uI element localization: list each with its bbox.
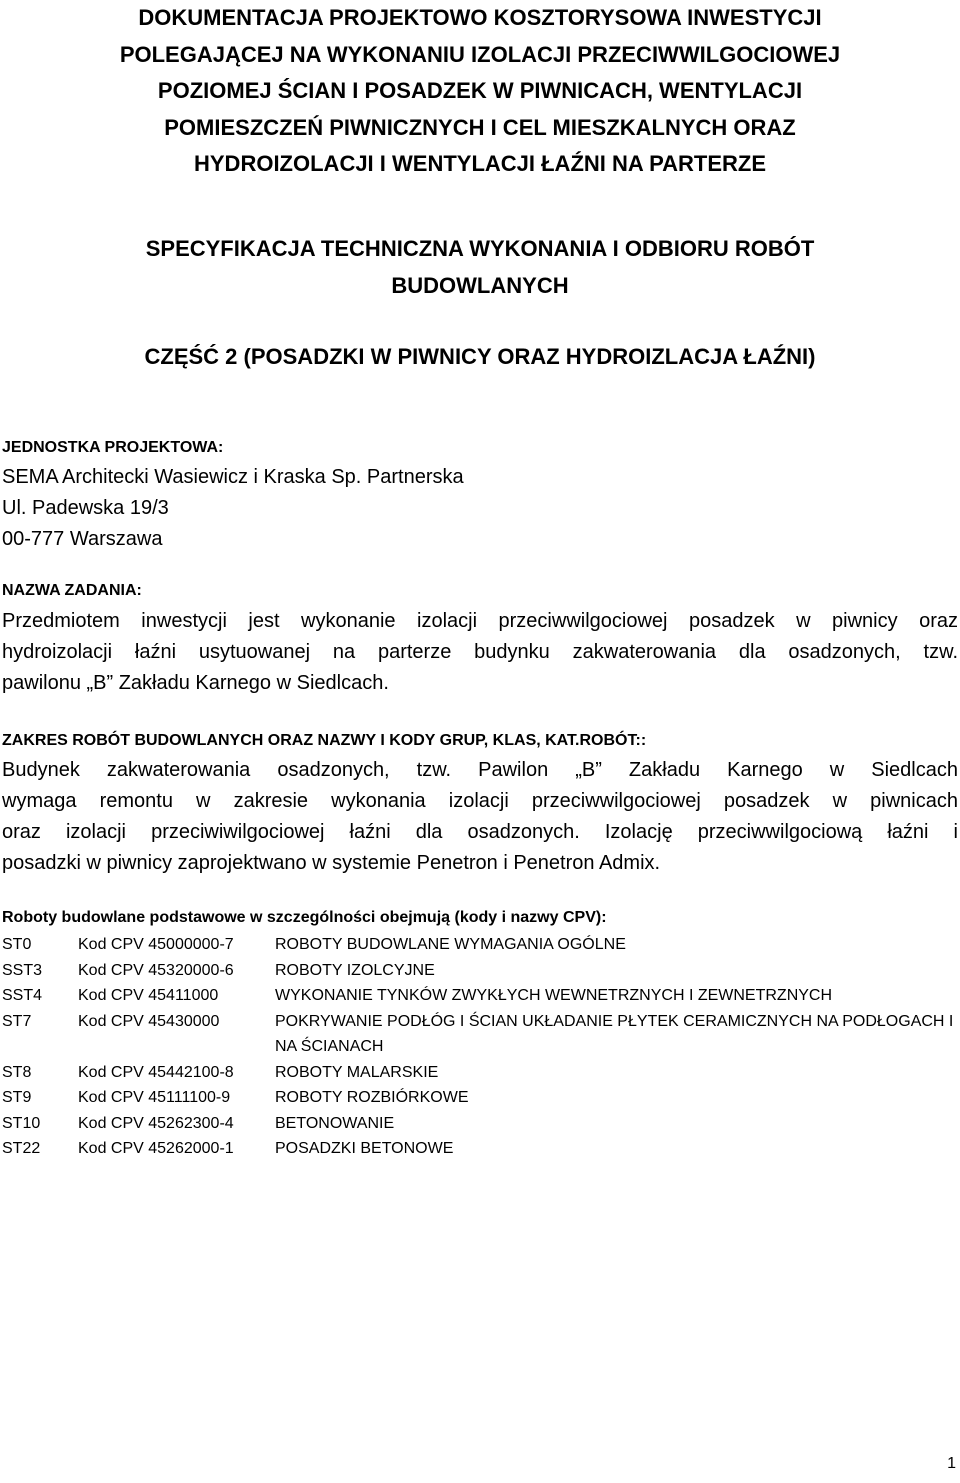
cpv-code: Kod CPV 45411000 [78,987,219,1004]
work-name: ROBOTY IZOLCYJNE [275,961,435,979]
spec-code: ST0 [2,936,32,953]
document-part-heading: CZĘŚĆ 2 (POSADZKI W PIWNICY ORAZ HYDROIZLACJA ŁAŹNI) [144,344,816,369]
spec-code: SST3 [2,961,43,979]
cpv-code: Kod CPV 45442100-8 [78,1063,234,1081]
design-unit-name: SEMA Architecki Wasiewicz i Kraska Sp. Partnerska [2,466,464,488]
cpv-code: Kod CPV 45430000 [78,1012,220,1030]
scope-label: ZAKRES ROBÓT BUDOWLANYCH ORAZ NAZWY I KODY GRUP, KLAS, KAT.ROBÓT:: [2,732,647,749]
work-name: WYKONANIE TYNKÓW ZWYKŁYCH WEWNETRZNYCH I ZEWNETRZNYCH [275,987,833,1004]
table-row [2,1009,960,1060]
scope-line: posadzki w piwnicy zaprojektwano w systemie Penetron i Penetron Admix. [2,852,661,874]
scope-description [2,755,958,879]
scope-line: Budynek zakwaterowania osadzonych, tzw. Pawilon „B” Zakładu Karnego w Siedlcach [2,759,958,781]
page-number: 1 [947,1455,956,1472]
works-label: Roboty budowlane podstawowe w szczególności obejmują (kody i nazwy CPV): [2,909,607,926]
spec-code: SST4 [2,987,43,1004]
table-row [2,958,960,984]
work-name: POSADZKI BETONOWE [275,1140,454,1157]
table-row [2,1060,960,1086]
title-line: HYDROIZOLACJI I WENTYLACJI ŁAŹNI NA PARTERZE [194,151,766,176]
spec-code: ST10 [2,1114,41,1132]
title-line: POLEGAJĄCEJ NA WYKONANIU IZOLACJI PRZECIWWILGOCIOWEJ [119,41,841,67]
document-title [0,0,960,183]
spec-code: ST8 [2,1063,32,1081]
spec-code: ST7 [2,1012,32,1030]
spec-code: ST9 [2,1089,32,1106]
work-name: ROBOTY ROZBIÓRKOWE [275,1089,469,1106]
work-name: BETONOWANIE [275,1114,395,1132]
work-name: ROBOTY BUDOWLANE WYMAGANIA OGÓLNE [275,936,626,953]
design-unit-label: JEDNOSTKA PROJEKTOWA: [2,439,224,456]
task-line: Przedmiotem inwestycji jest wykonanie izolacji przeciwwilgociowej posadzek w piwnicy oraz [2,610,958,632]
table-row [2,983,960,1009]
table-row [2,1085,960,1111]
work-name: POKRYWANIE PODŁÓG I ŚCIAN UKŁADANIE PŁYTEK CERAMICZNYCH NA PODŁOGACH I NA ŚCIANACH [275,1012,954,1055]
scope-line: oraz izolacji przeciwiwilgociowej łaźni dla osadzonych. Izolację przeciwwilgociową łaźni i [2,821,958,843]
table-row [2,1136,960,1162]
cpv-code: Kod CPV 45262300-4 [78,1114,234,1132]
table-row [2,932,960,958]
cpv-code: Kod CPV 45262000-1 [78,1140,234,1157]
work-name: ROBOTY MALARSKIE [275,1063,439,1081]
title-line: POMIESZCZEŃ PIWNICZNYCH I CEL MIESZKALNYCH ORAZ [164,114,796,140]
spec-code: ST22 [2,1140,41,1157]
cpv-code: Kod CPV 45000000-7 [78,936,234,953]
document-subtitle [0,231,960,304]
task-description [2,606,958,699]
design-unit-city: 00-777 Warszawa [2,528,163,550]
task-line: pawilonu „B” Zakładu Karnego w Siedlcach. [2,672,389,694]
task-line: hydroizolacji łaźni usytuowanej na parterze budynku zakwaterowania dla osadzonych, tzw. [2,641,958,663]
title-line: POZIOMEJ ŚCIAN I POSADZEK W PIWNICACH, WENTYLACJI [157,78,803,103]
subtitle-line: SPECYFIKACJA TECHNICZNA WYKONANIA I ODBIORU ROBÓT [145,236,815,261]
cpv-table [2,932,960,1162]
cpv-code: Kod CPV 45111100-9 [78,1089,231,1106]
task-name-label: NAZWA ZADANIA: [2,582,142,599]
title-line: DOKUMENTACJA PROJEKTOWO KOSZTORYSOWA INWESTYCJI [138,5,822,30]
table-row [2,1111,960,1137]
subtitle-line: BUDOWLANYCH [391,272,569,298]
scope-line: wymaga remontu w zakresie wykonania izolacji przeciwwilgociowej posadzek w piwnicach [2,790,958,812]
design-unit-street: Ul. Padewska 19/3 [2,497,169,519]
cpv-code: Kod CPV 45320000-6 [78,961,234,979]
